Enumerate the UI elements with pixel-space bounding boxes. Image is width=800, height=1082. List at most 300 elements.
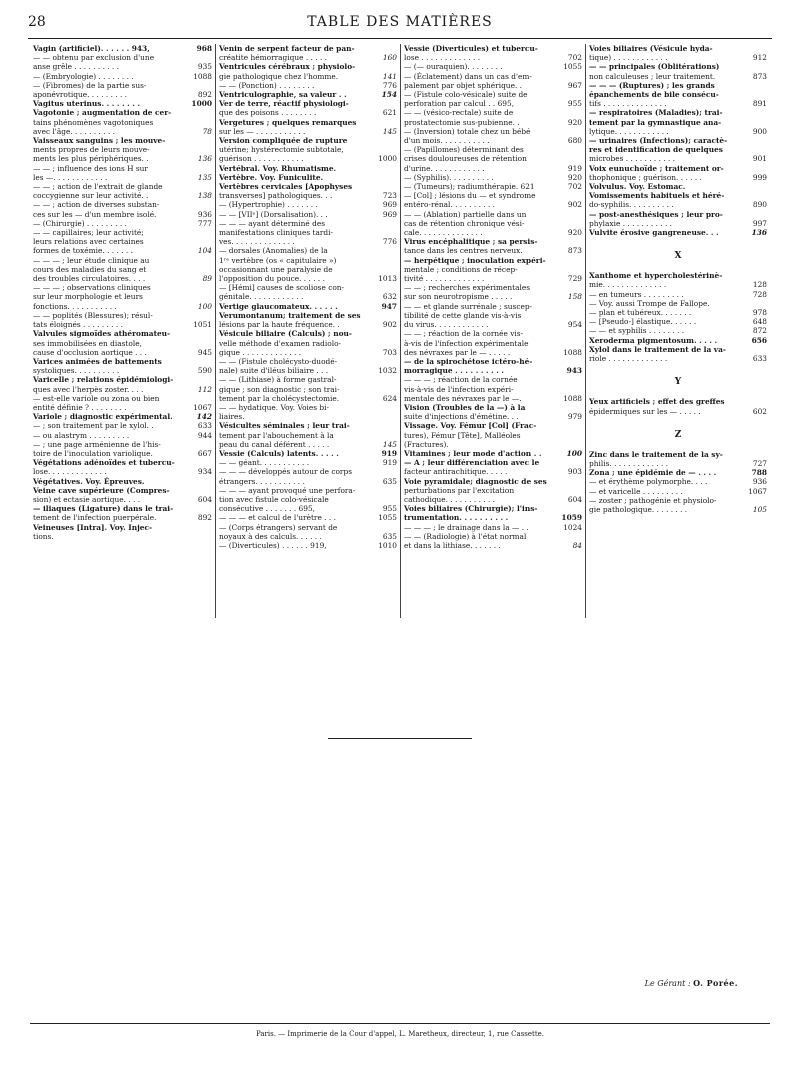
entry-page	[395, 495, 397, 504]
index-entry	[589, 154, 767, 163]
entry-text: Version compliquée de rupture	[219, 136, 348, 146]
entry-page: 969	[382, 209, 397, 219]
entry-text: tifs . . . . . . . . . . . . . .	[589, 99, 667, 109]
index-entry	[404, 237, 582, 246]
entry-text: Vagitus uterinus. . . . . . . .	[33, 99, 141, 109]
entry-text: — zoster ; pathogénie et physiolo-	[589, 495, 717, 505]
entry-page	[765, 450, 767, 459]
entry-text: tats éloignés . . . . . . . . .	[33, 320, 123, 330]
index-entry	[219, 127, 397, 136]
entry-page: 100	[566, 448, 582, 458]
index-entry	[219, 532, 397, 541]
index-entry	[219, 164, 397, 173]
entry-page	[580, 440, 582, 449]
entry-page	[765, 182, 767, 191]
entry-text: lésions par la haute fréquence. .	[219, 320, 340, 330]
entry-text: ments propres de leurs mouve-	[33, 145, 150, 155]
section-divider	[328, 738, 472, 739]
index-entry	[219, 421, 397, 430]
index-entry	[589, 290, 767, 299]
entry-text: ces sur les — d'un membre isolé.	[33, 209, 157, 219]
index-entry	[404, 394, 582, 403]
entry-page	[395, 256, 397, 265]
entry-page: 621	[382, 108, 397, 118]
index-entry	[219, 385, 397, 394]
entry-page	[210, 357, 212, 366]
entry-page: 604	[197, 494, 212, 504]
entry-text: — — et glande surrénale ; suscep-	[404, 301, 533, 311]
entry-page	[395, 99, 397, 108]
index-entry	[589, 326, 767, 335]
entry-text: facteur antirachitique. . . . .	[404, 467, 508, 477]
entry-text: — — — ; observations cliniques	[33, 283, 151, 293]
index-entry	[404, 385, 582, 394]
entry-text: lose . . . . . . . . . . . . .	[404, 53, 481, 63]
index-column	[400, 44, 585, 618]
entry-text: — — (Radiologie) à l'état normal	[404, 531, 527, 541]
index-entry	[404, 449, 582, 458]
entry-text: ves. . . . . . . . . . . . . .	[219, 237, 295, 247]
entry-page: 656	[751, 335, 767, 345]
entry-text: Végétatives. Voy. Épreuves.	[33, 476, 145, 486]
entry-text: — [Col] ; lésions du — et syndrome	[404, 191, 536, 201]
entry-page: 128	[752, 280, 767, 290]
entry-page: 1010	[378, 540, 397, 550]
entry-text: Vergetures ; quelques remarques	[219, 117, 357, 127]
entry-page: 105	[752, 504, 767, 514]
index-entry	[219, 366, 397, 375]
entry-text: génitale. . . . . . . . . . . .	[219, 292, 304, 302]
entry-text: Valvules sigmoïdes athéromateu-	[33, 329, 171, 339]
index-entry	[589, 118, 767, 127]
index-columns	[30, 44, 772, 618]
entry-page: 997	[752, 218, 767, 228]
index-entry	[404, 200, 582, 209]
entry-text: Virus encéphalitique ; sa persis-	[404, 237, 538, 247]
index-entry	[404, 431, 582, 440]
entry-page	[210, 256, 212, 265]
index-entry	[404, 118, 582, 127]
entry-text: — (Hypertrophie) . . . . . . .	[219, 200, 318, 210]
entry-text: — A ; leur différenciation avec le	[404, 458, 540, 468]
index-entry	[404, 458, 582, 467]
entry-text: — (Papillomes) déterminant des	[404, 145, 524, 155]
entry-page	[395, 311, 397, 320]
entry-page	[395, 118, 397, 127]
entry-page: 777	[197, 218, 212, 228]
entry-text: tivité . . . . . . . . . . . . .	[404, 274, 485, 284]
entry-text: vis-à-vis de l'infection expéri-	[404, 384, 514, 394]
entry-text: — — — (Ruptures) ; les grands	[589, 80, 715, 90]
entry-page: 902	[567, 200, 582, 210]
entry-page	[210, 283, 212, 292]
index-entry	[404, 302, 582, 311]
entry-page	[580, 191, 582, 200]
entry-page	[395, 329, 397, 338]
entry-page: 1000	[378, 154, 397, 164]
index-entry	[33, 256, 212, 265]
entry-page	[580, 283, 582, 292]
entry-page	[580, 532, 582, 541]
entry-text: Vessie (Diverticules) et tubercu-	[404, 44, 538, 53]
entry-text: non calculeuses ; leur traitement.	[589, 71, 716, 81]
entry-text: fonctions. . . . . . . . . . .	[33, 301, 117, 311]
entry-page	[395, 44, 397, 53]
entry-text: — — (Ablation) partielle dans un	[404, 209, 527, 219]
entry-page	[580, 145, 582, 154]
entry-text: Zona ; une épidémie de — . . . .	[589, 468, 717, 478]
index-entry	[219, 302, 397, 311]
footer-rule	[30, 1023, 770, 1024]
entry-page	[210, 329, 212, 338]
index-entry	[219, 154, 397, 163]
entry-page	[395, 339, 397, 348]
entry-text: Vertébral. Voy. Rhumatisme.	[219, 163, 337, 173]
index-entry	[404, 182, 582, 191]
entry-page: 968	[196, 44, 212, 53]
index-entry	[404, 62, 582, 71]
entry-page: 135	[197, 172, 212, 182]
entry-page	[765, 271, 767, 280]
index-entry	[589, 477, 767, 486]
entry-page	[580, 339, 582, 348]
entry-text: tement de l'infection puerpérale.	[33, 513, 157, 523]
index-entry	[404, 173, 582, 182]
entry-text: palement par objet sphérique. .	[404, 80, 522, 90]
entry-page: 112	[197, 384, 212, 394]
entry-page	[395, 265, 397, 274]
entry-text: cas de rétention chronique vési-	[404, 218, 525, 228]
index-entry	[404, 412, 582, 421]
index-entry	[33, 62, 212, 71]
index-entry	[219, 292, 397, 301]
entry-text: cathodique. . . . . . . . . . .	[404, 494, 496, 504]
index-entry	[589, 136, 767, 145]
entry-text: velle méthode d'examen radiolo-	[219, 338, 342, 348]
entry-page	[395, 164, 397, 173]
entry-page: 873	[567, 246, 582, 256]
entry-page: 872	[752, 326, 767, 336]
entry-page	[580, 477, 582, 486]
entry-page: 633	[197, 421, 212, 431]
entry-text: riole . . . . . . . . . . . . .	[589, 354, 668, 364]
entry-text: occasionnant une paralysie de	[219, 264, 333, 274]
entry-text: utérine; hystérectomie subtotale,	[219, 145, 344, 155]
entry-page: 84	[572, 540, 582, 550]
entry-text: — (Éclatement) dans un cas d'em-	[404, 71, 532, 81]
entry-text: — — — ; réaction de la cornée	[404, 375, 518, 385]
index-entry	[589, 336, 767, 345]
entry-page	[210, 486, 212, 495]
index-entry	[33, 311, 212, 320]
entry-page	[395, 357, 397, 366]
entry-text: les —. . . . . . . . . . . .	[33, 172, 108, 182]
entry-page	[210, 265, 212, 274]
entry-text: morragique . . . . . . . . . .	[404, 366, 505, 376]
index-entry	[589, 354, 767, 363]
index-entry	[33, 99, 212, 108]
entry-text: entéro-rénal. . . . . . . . . .	[404, 200, 496, 210]
entry-page: 920	[567, 172, 582, 182]
entry-text: nale) suite d'iléus biliaire . . .	[219, 366, 329, 376]
entry-page	[210, 53, 212, 62]
index-entry	[33, 127, 212, 136]
index-entry	[219, 348, 397, 357]
index-entry	[404, 348, 582, 357]
entry-page: 635	[382, 476, 397, 486]
index-entry	[404, 81, 582, 90]
index-entry	[219, 210, 397, 219]
index-entry	[33, 237, 212, 246]
entry-text: lose. . . . . . . . . . . . .	[33, 467, 107, 477]
entry-page: 919	[382, 458, 397, 468]
index-entry	[589, 90, 767, 99]
index-entry	[404, 403, 582, 412]
index-entry	[33, 504, 212, 513]
entry-text: — — — développés autour de corps	[219, 467, 352, 477]
entry-page	[210, 375, 212, 384]
entry-text: — est-elle variole ou zona ou bien	[33, 393, 160, 403]
entry-text: sur les — . . . . . . . . . . .	[219, 126, 306, 136]
index-entry	[404, 228, 582, 237]
entry-page	[765, 108, 767, 117]
entry-text: mie. . . . . . . . . . . . . .	[589, 280, 667, 290]
entry-text: — [Pseudo-] élastique. . . . . .	[589, 317, 697, 327]
index-entry	[219, 246, 397, 255]
entry-page: 702	[567, 53, 582, 63]
entry-text: cause d'occlusion aortique . . .	[33, 347, 147, 357]
entry-text: — — — et calcul de l'urètre . . .	[219, 513, 336, 523]
index-entry	[33, 302, 212, 311]
entry-page	[210, 200, 212, 209]
entry-page: 919	[567, 163, 582, 173]
entry-page	[765, 164, 767, 173]
header-rule	[28, 38, 772, 39]
index-entry	[589, 468, 767, 477]
index-entry	[589, 53, 767, 62]
entry-page: 919	[381, 448, 397, 458]
index-entry	[33, 385, 212, 394]
entry-text: transverses] pathologiques. . .	[219, 191, 333, 201]
index-entry	[33, 90, 212, 99]
index-entry	[219, 274, 397, 283]
index-entry	[33, 292, 212, 301]
index-entry	[33, 329, 212, 338]
index-entry	[589, 219, 767, 228]
entry-text: Voies biliaires (Vésicule hyda-	[589, 44, 713, 53]
entry-text: tement par la gymnastique ana-	[589, 117, 722, 127]
entry-text: Vertèbre. Voy. Funiculite.	[219, 172, 324, 182]
index-entry	[219, 394, 397, 403]
entry-text: — (Syphilis). . . . . . . . . .	[404, 172, 494, 182]
index-entry	[589, 173, 767, 182]
index-entry	[589, 487, 767, 496]
entry-text: tures), Fémur [Tête], Malléoles	[404, 430, 521, 440]
index-entry	[33, 458, 212, 467]
entry-text: — — — ; leur étude clinique au	[33, 255, 150, 265]
index-entry	[589, 407, 767, 416]
entry-page	[210, 440, 212, 449]
entry-text: créatite hémorragique . . . . .	[219, 53, 327, 63]
index-entry	[219, 440, 397, 449]
entry-page	[395, 431, 397, 440]
entry-page	[580, 108, 582, 117]
entry-page	[210, 145, 212, 154]
entry-page: 723	[382, 191, 397, 201]
index-entry	[404, 191, 582, 200]
entry-text: étrangers. . . . . . . . . . .	[219, 476, 305, 486]
entry-text: Varicelle ; relations épidémiologi-	[33, 375, 174, 385]
entry-text: — et érythème polymorphe. . . .	[589, 477, 708, 487]
entry-page	[580, 219, 582, 228]
index-entry	[219, 486, 397, 495]
index-entry	[404, 164, 582, 173]
entry-page: 158	[567, 292, 582, 302]
entry-page: 632	[382, 292, 397, 302]
printer-imprint: Paris. — Imprimerie de la Cour d'appel, L. Maretheux, directeur, 1, rue Cassette.	[255, 1030, 545, 1038]
index-entry	[33, 486, 212, 495]
entry-text: — dorsales (Anomalies) de la	[219, 246, 328, 256]
index-entry	[33, 357, 212, 366]
entry-page	[765, 118, 767, 127]
entry-text: Ventriculographie, sa valeur . .	[219, 90, 347, 100]
index-entry	[404, 274, 582, 283]
entry-text: — (Diverticules) . . . . . . 919,	[219, 540, 327, 550]
entry-text: — — ; recherches expérimentales	[404, 283, 531, 293]
index-entry	[589, 228, 767, 237]
index-entry	[589, 271, 767, 280]
entry-text: — (Chirurgie) . . . . . . . . .	[33, 218, 127, 228]
entry-page	[210, 458, 212, 467]
entry-text: Vessie (Calculs) latents. . . . .	[219, 448, 339, 458]
entry-page	[210, 394, 212, 403]
index-entry	[404, 53, 582, 62]
index-entry	[33, 523, 212, 532]
entry-text: Vissage. Voy. Fémur [Col] (Frac-	[404, 421, 537, 431]
index-entry	[404, 486, 582, 495]
entry-page: 900	[752, 126, 767, 136]
entry-page: 920	[567, 117, 582, 127]
entry-text: toire de l'inoculation variolique.	[33, 448, 153, 458]
entry-page	[765, 496, 767, 505]
index-entry	[33, 182, 212, 191]
index-entry	[404, 541, 582, 550]
entry-text: trumentation. . . . . . . . . .	[404, 513, 509, 523]
index-entry	[33, 265, 212, 274]
index-entry	[589, 308, 767, 317]
entry-page: 776	[382, 80, 397, 90]
entry-page	[765, 136, 767, 145]
entry-page	[765, 145, 767, 154]
entry-page	[210, 311, 212, 320]
entry-text: — herpétique ; inoculation expéri-	[404, 255, 546, 265]
entry-page: 1088	[193, 71, 212, 81]
index-entry	[589, 397, 767, 406]
entry-text: — (Embryologie) . . . . . . . .	[33, 71, 134, 81]
entry-page	[765, 62, 767, 71]
entry-text: Voies biliaires (Chirurgie); l'ins-	[404, 504, 538, 514]
entry-text: ques avec l'herpès zoster. . . .	[33, 384, 144, 394]
entry-text: Zinc dans le traitement de la sy-	[589, 449, 723, 459]
entry-page: 729	[567, 274, 582, 284]
entry-page	[210, 339, 212, 348]
entry-text: — urinaires (Infections); caractè-	[589, 136, 728, 146]
entry-text: perturbations par l'excitation	[404, 485, 515, 495]
index-entry	[404, 136, 582, 145]
entry-text: des troubles circulatoires. . . .	[33, 274, 146, 284]
entry-text: ments les plus périphériques. .	[33, 154, 149, 164]
entry-page: 945	[197, 347, 212, 357]
entry-text: — — — ayant provoqué une perfora-	[219, 485, 356, 495]
entry-page	[580, 302, 582, 311]
entry-text: cale. . . . . . . . . . . . . .	[404, 228, 483, 238]
index-entry	[33, 210, 212, 219]
index-entry	[404, 375, 582, 384]
entry-text: Vésicule biliaire (Calculs) ; nou-	[219, 329, 352, 339]
entry-page	[210, 228, 212, 237]
index-entry	[404, 339, 582, 348]
index-entry	[33, 477, 212, 486]
entry-text: lytique. . . . . . . . . . . .	[589, 126, 669, 136]
entry-text: perforation par calcul . . 695,	[404, 99, 515, 109]
entry-page: 648	[752, 317, 767, 327]
entry-page: 89	[202, 274, 212, 284]
entry-text: Vagin (artificiel). . . . . . 943,	[33, 44, 150, 53]
entry-text: — ou alastrym . . . . . . . . .	[33, 430, 130, 440]
entry-text: Verumontanum; traitement de ses	[219, 310, 361, 320]
entry-page: 967	[567, 80, 582, 90]
entry-text: entité définie ? . . . . . . . .	[33, 402, 127, 412]
entry-text: do-syphilis. . . . . . . . . .	[589, 200, 674, 210]
entry-page: 891	[752, 99, 767, 109]
entry-text: suite d'injections d'émétine. . .	[404, 412, 519, 422]
entry-text: — (Tumeurs); radiumthérapie. 621	[404, 182, 535, 192]
entry-page: 604	[567, 494, 582, 504]
entry-page: 892	[197, 90, 212, 100]
entry-text: mentale ; conditions de récep-	[404, 264, 518, 274]
index-entry	[33, 154, 212, 163]
entry-text: crises douloureuses de rétention	[404, 154, 527, 164]
index-entry	[219, 72, 397, 81]
entry-text: — — géant. . . . . . . . . . .	[219, 458, 310, 468]
entry-text: guérison . . . . . . . . . . .	[219, 154, 304, 164]
manager-name: O. Porée.	[693, 978, 738, 988]
entry-text: — ; une page arménienne de l'his-	[33, 439, 161, 449]
entry-page	[395, 182, 397, 191]
entry-text: tains phénomènes vagotoniques	[33, 117, 154, 127]
entry-page: 892	[197, 513, 212, 523]
index-entry	[589, 280, 767, 289]
entry-text: — — poplités (Blessures); résul-	[33, 310, 153, 320]
index-entry	[404, 44, 582, 53]
entry-page: 1013	[378, 274, 397, 284]
index-entry	[404, 366, 582, 375]
entry-text: Xanthome et hypercholestérinè-	[589, 271, 723, 281]
entry-page: 142	[196, 412, 212, 422]
index-entry	[33, 136, 212, 145]
index-entry	[33, 228, 212, 237]
index-entry	[219, 495, 397, 504]
entry-text: des névraxes par le — . . . . .	[404, 347, 511, 357]
index-entry	[33, 191, 212, 200]
entry-page: 934	[197, 467, 212, 477]
entry-page	[765, 81, 767, 90]
index-entry	[33, 173, 212, 182]
index-entry	[589, 72, 767, 81]
entry-text: du virus. . . . . . . . . . . .	[404, 320, 489, 330]
entry-page: 776	[382, 237, 397, 247]
entry-page: 100	[197, 301, 212, 311]
